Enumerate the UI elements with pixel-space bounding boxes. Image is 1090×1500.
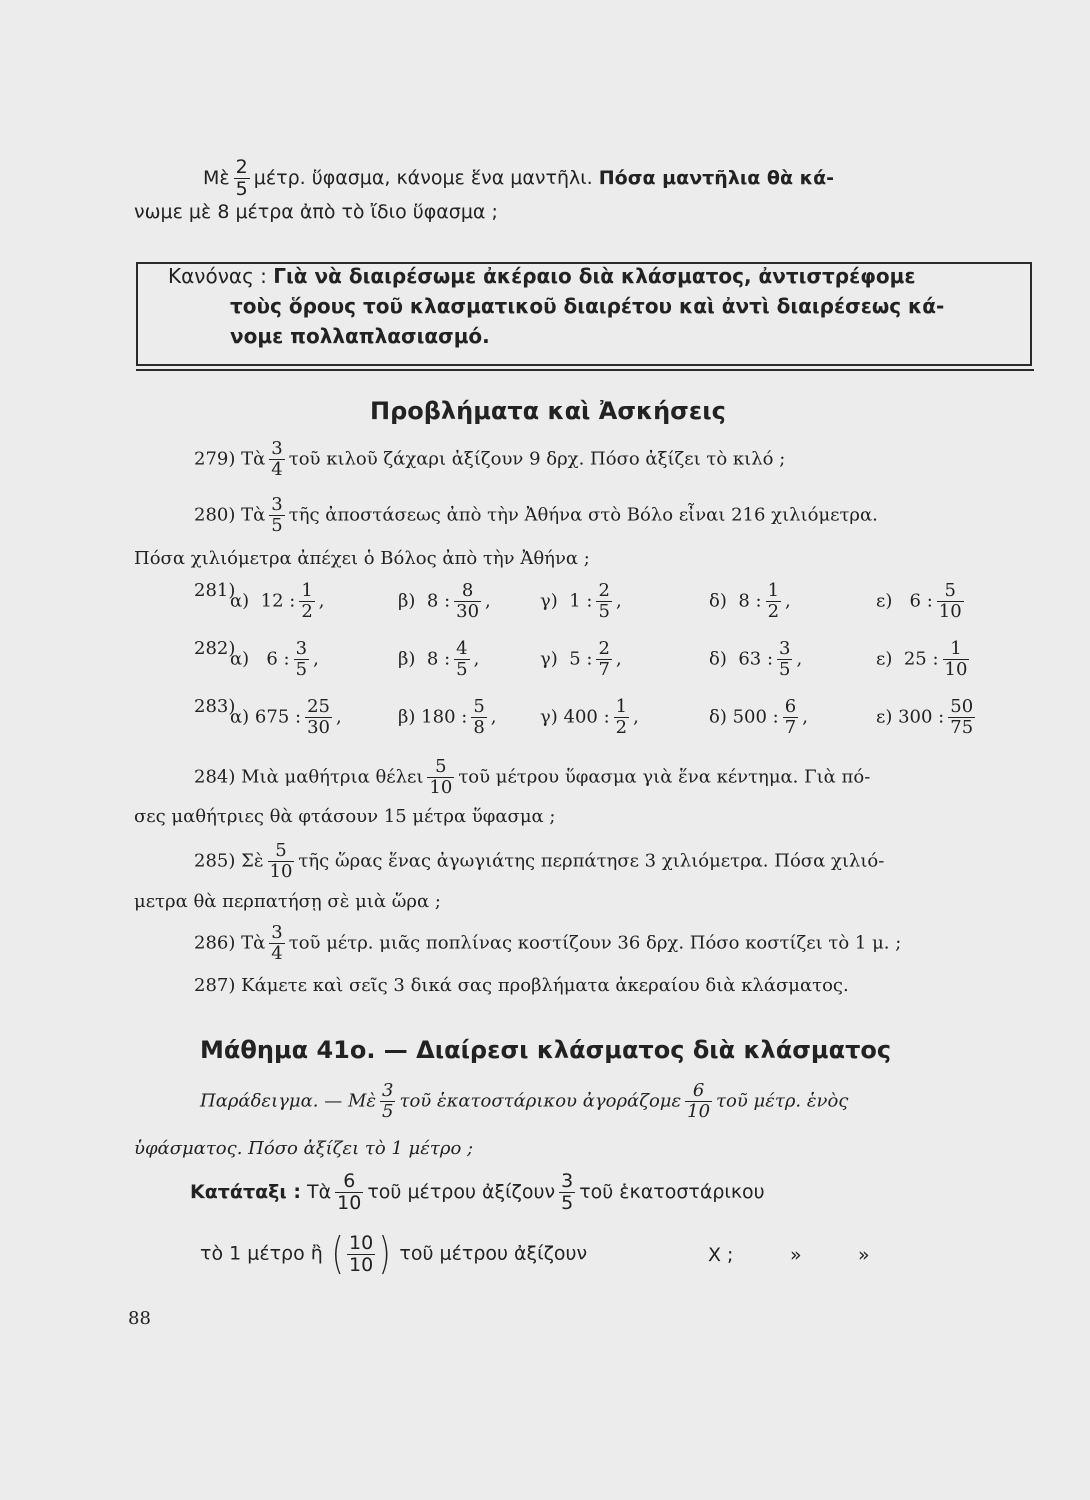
problem-283: 283) α) 675 : $\frac{25}{30}$ , β) 180 : $\frac{5}{8}$ , γ) 400 : $\frac{1}{2}$ , δ) 500 : $\frac{6}{7}$ , ε) 300 : $\frac{50}{75}$ <box>194 696 974 738</box>
intro-fraction: $\frac{2}{5}$ <box>235 156 248 200</box>
rule-line-3: νομε πολλαπλασιασμό. <box>230 324 490 348</box>
rule-line-1: Κανόνας : Γιὰ νὰ διαιρέσωμε ἀκέραιο διὰ κλάσματος, ἀντιστρέφομε <box>168 264 916 288</box>
problem-280: 280) Τὰ $\frac{3}{5}$ τῆς ἀποστάσεως ἀπὸ τὴν Ἀθήνα στὸ Βόλο εἶναι 216 χιλιόμετρα. <box>194 494 878 536</box>
problems-title: Προβλήματα καὶ Ἀσκήσεις <box>370 397 726 425</box>
rule-label: Κανόνας : <box>168 264 267 288</box>
arrangement-line-2: τὸ 1 μέτρο ἢ ( $\frac{10}{10}$ ) τοῦ μέτρου ἀξίζουν Χ ; » » <box>200 1228 870 1279</box>
problem-287: 287) Κάμετε καὶ σεῖς 3 δικά σας προβλήματα ἀκεραίου διὰ κλάσματος. <box>194 975 849 996</box>
page-number: 88 <box>128 1308 151 1329</box>
example-line-2: ὑφάσματος. Πόσο ἀξίζει τὸ 1 μέτρο ; <box>134 1138 474 1159</box>
arrangement-line-1: Κατάταξι : Τὰ $\frac{6}{10}$ τοῦ μέτρου ἀξίζουν $\frac{3}{5}$ τοῦ ἑκατοστάρικου <box>190 1170 765 1214</box>
problem-284: 284) Μιὰ μαθήτρια θέλει $\frac{5}{10}$ τοῦ μέτρου ὕφασμα γιὰ ἕνα κέντημα. Γιὰ πό- <box>194 756 871 798</box>
example-line-1: Παράδειγμα. — Μὲ $\frac{3}{5}$ τοῦ ἑκατοστάρικου ἀγοράζομε $\frac{6}{10}$ τοῦ μέτρ. ἑνὸς <box>200 1080 849 1122</box>
problem-281: 281) α) 12 : $\frac{1}{2}$ , β) 8 : $\frac{8}{30}$ , γ) 1 : $\frac{2}{5}$ , δ) 8 : $\frac{1}{2}$ , ε) 6 : $\frac{5}{10}$ <box>194 580 962 622</box>
rule-line-2: τοὺς ὅρους τοῦ κλασματικοῦ διαιρέτου καὶ ἀντὶ διαιρέσεως κά- <box>230 294 945 318</box>
problem-286: 286) Τὰ $\frac{3}{4}$ τοῦ μέτρ. μιᾶς ποπλίνας κοστίζουν 36 δρχ. Πόσο κοστίζει τὸ 1 μ. ; <box>194 922 902 964</box>
intro-line-2: νωμε μὲ 8 μέτρα ἀπὸ τὸ ἴδιο ὕφασμα ; <box>134 201 498 223</box>
problem-285: 285) Σὲ $\frac{5}{10}$ τῆς ὥρας ἕνας ἀγωγιάτης περπάτησε 3 χιλιόμετρα. Πόσα χιλιό- <box>194 840 885 882</box>
problem-279: 279) Τὰ $\frac{3}{4}$ τοῦ κιλοῦ ζάχαρι ἀξίζουν 9 δρχ. Πόσο ἀξίζει τὸ κιλό ; <box>194 438 786 480</box>
problem-282: 282) α) 6 : $\frac{3}{5}$ , β) 8 : $\frac{4}{5}$ , γ) 5 : $\frac{2}{7}$ , δ) 63 : $\frac{3}{5}$ , ε) 25 : $\frac{1}{10}$ <box>194 638 968 680</box>
problem-284-cont: σες μαθήτριες θὰ φτάσουν 15 μέτρα ὕφασμα ; <box>134 806 556 827</box>
lesson-title: Μάθημα 41ο. — Διαίρεσι κλάσματος διὰ κλάσματος <box>200 1036 892 1064</box>
intro-line-1: Μὲ $\frac{2}{5}$ μέτρ. ὕφασμα, κάνομε ἕνα μαντῆλι. Πόσα μαντῆλια θὰ κά- <box>203 156 835 200</box>
rule-box-shadow <box>136 369 1034 371</box>
problem-285-cont: μετρα θὰ περπατήσῃ σὲ μιὰ ὥρα ; <box>134 891 441 912</box>
problem-280-cont: Πόσα χιλιόμετρα ἀπέχει ὁ Βόλος ἀπὸ τὴν Ἀθήνα ; <box>134 548 590 569</box>
